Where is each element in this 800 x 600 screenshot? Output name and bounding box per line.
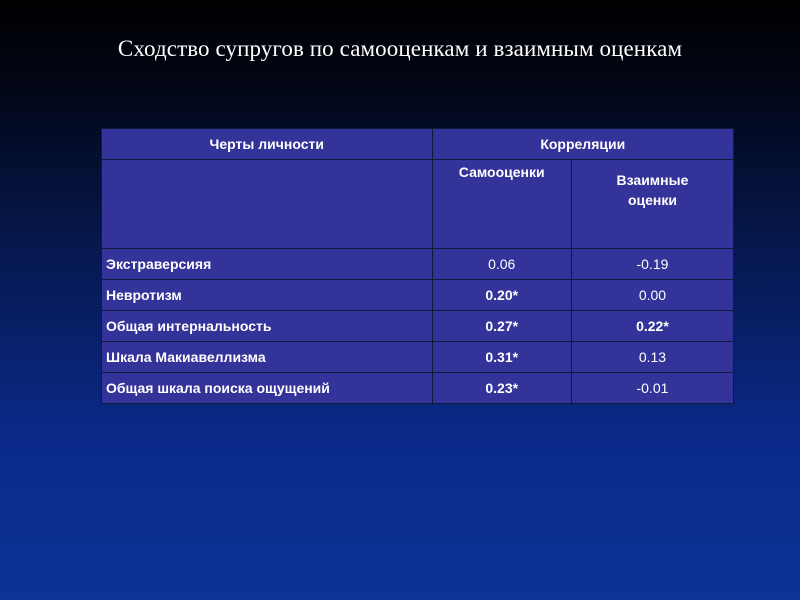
table-row (102, 280, 734, 311)
mutual-cell: 0.22* (571, 311, 733, 342)
header-correlations: Корреляции (432, 129, 733, 160)
table-row (102, 311, 734, 342)
header-mutual-line1: Взаимные (616, 172, 689, 188)
table-row (102, 249, 734, 280)
self-cell: 0.31* (432, 342, 571, 373)
self-cell: 0.27* (432, 311, 571, 342)
mutual-cell: -0.01 (571, 373, 733, 404)
mutual-cell: 0.00 (571, 280, 733, 311)
table-subheader-row (102, 160, 734, 249)
self-cell: 0.20* (432, 280, 571, 311)
mutual-cell: -0.19 (571, 249, 733, 280)
header-traits: Черты личности (102, 129, 433, 160)
self-cell: 0.23* (432, 373, 571, 404)
table-row (102, 342, 734, 373)
table-row (102, 373, 734, 404)
header-empty-cell (102, 160, 433, 249)
trait-cell: Невротизм (102, 280, 433, 311)
correlation-table (101, 128, 734, 404)
slide-title: Сходство супругов по самооценкам и взаимным оценкам (117, 36, 683, 61)
table-header-row (102, 129, 734, 160)
header-mutual (571, 160, 733, 249)
header-self: Самооценки (432, 160, 571, 249)
trait-cell: Общая интернальность (102, 311, 433, 342)
self-cell: 0.06 (432, 249, 571, 280)
header-mutual-line2: оценки (627, 192, 677, 208)
mutual-cell: 0.13 (571, 342, 733, 373)
trait-cell: Экстраверсияя (102, 249, 433, 280)
trait-cell: Шкала Макиавеллизма (102, 342, 433, 373)
trait-cell: Общая шкала поиска ощущений (102, 373, 433, 404)
